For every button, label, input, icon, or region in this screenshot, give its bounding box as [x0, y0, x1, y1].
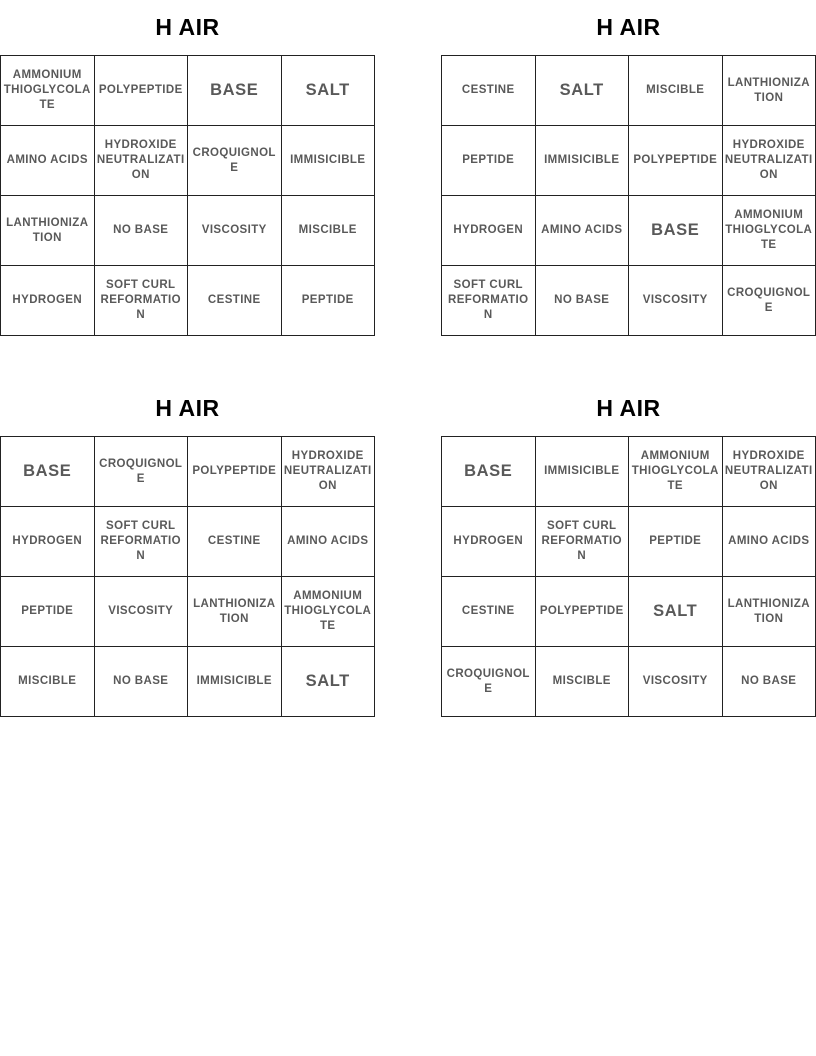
bingo-cell: AMINO ACIDS	[282, 507, 376, 577]
bingo-card-4	[441, 394, 816, 695]
bingo-cell: AMMONIUM THIOGLYCOLATE	[629, 437, 723, 507]
bingo-cell: HYDROGEN	[1, 507, 95, 577]
bingo-cell: HYDROXIDE NEUTRALIZATION	[723, 437, 816, 507]
bingo-cell: POLYPEPTIDE	[95, 56, 189, 126]
card-title: H AIR	[596, 395, 661, 421]
bingo-card-1	[0, 13, 375, 321]
bingo-cell: HYDROXIDE NEUTRALIZATION	[95, 126, 189, 196]
bingo-cell: SOFT CURL REFORMATION	[95, 266, 189, 336]
card-title: H AIR	[596, 14, 661, 40]
bingo-cell: SALT	[282, 647, 376, 717]
bingo-cell: CROQUIGNOLE	[442, 647, 536, 717]
bingo-cell: CROQUIGNOLE	[188, 126, 282, 196]
bingo-cell: PEPTIDE	[1, 577, 95, 647]
bingo-cell: POLYPEPTIDE	[629, 126, 723, 196]
bingo-grid	[441, 55, 816, 336]
bingo-cell: SOFT CURL REFORMATION	[442, 266, 536, 336]
bingo-cell: AMINO ACIDS	[723, 507, 816, 577]
bingo-cell: PEPTIDE	[442, 126, 536, 196]
bingo-cell: CROQUIGNOLE	[723, 266, 816, 336]
bingo-grid	[0, 436, 375, 717]
bingo-cell: PEPTIDE	[629, 507, 723, 577]
bingo-cell: SALT	[629, 577, 723, 647]
bingo-cell: NO BASE	[723, 647, 816, 717]
bingo-cell: CROQUIGNOLE	[95, 437, 189, 507]
bingo-cell: SALT	[536, 56, 630, 126]
bingo-cell: BASE	[442, 437, 536, 507]
bingo-cell: PEPTIDE	[282, 266, 376, 336]
bingo-cell: AMMONIUM THIOGLYCOLATE	[1, 56, 95, 126]
bingo-cell: VISCOSITY	[188, 196, 282, 266]
bingo-cell: AMINO ACIDS	[536, 196, 630, 266]
bingo-cell: HYDROXIDE NEUTRALIZATION	[723, 126, 816, 196]
bingo-cell: HYDROGEN	[442, 507, 536, 577]
bingo-cell: LANTHIONIZATION	[188, 577, 282, 647]
card-title: H AIR	[155, 14, 220, 40]
bingo-cell: LANTHIONIZATION	[723, 56, 816, 126]
bingo-cell: SOFT CURL REFORMATION	[95, 507, 189, 577]
bingo-cell: AMINO ACIDS	[1, 126, 95, 196]
bingo-card-2	[441, 13, 816, 321]
bingo-cell: AMMONIUM THIOGLYCOLATE	[282, 577, 376, 647]
bingo-cell: SALT	[282, 56, 376, 126]
bingo-cell: MISCIBLE	[1, 647, 95, 717]
bingo-grid	[0, 55, 375, 336]
bingo-cell: IMMISICIBLE	[536, 126, 630, 196]
bingo-grid	[441, 436, 816, 717]
bingo-cell: IMMISICIBLE	[188, 647, 282, 717]
bingo-cell: BASE	[1, 437, 95, 507]
bingo-cell: POLYPEPTIDE	[536, 577, 630, 647]
bingo-cell: AMMONIUM THIOGLYCOLATE	[723, 196, 816, 266]
bingo-cell: MISCIBLE	[282, 196, 376, 266]
bingo-cell: MISCIBLE	[629, 56, 723, 126]
bingo-cell: MISCIBLE	[536, 647, 630, 717]
bingo-cell: CESTINE	[442, 577, 536, 647]
bingo-cell: CESTINE	[442, 56, 536, 126]
bingo-cell: IMMISICIBLE	[536, 437, 630, 507]
bingo-cell: LANTHIONIZATION	[723, 577, 816, 647]
bingo-cell: LANTHIONIZATION	[1, 196, 95, 266]
bingo-cell: VISCOSITY	[629, 647, 723, 717]
bingo-cell: POLYPEPTIDE	[188, 437, 282, 507]
bingo-cell: CESTINE	[188, 507, 282, 577]
bingo-cell: HYDROGEN	[442, 196, 536, 266]
bingo-cell: BASE	[188, 56, 282, 126]
bingo-cell: NO BASE	[95, 647, 189, 717]
bingo-cell: VISCOSITY	[95, 577, 189, 647]
bingo-card-3	[0, 394, 375, 690]
bingo-cell: VISCOSITY	[629, 266, 723, 336]
bingo-cell: HYDROGEN	[1, 266, 95, 336]
bingo-cell: SOFT CURL REFORMATION	[536, 507, 630, 577]
bingo-cell: IMMISICIBLE	[282, 126, 376, 196]
bingo-cell: NO BASE	[95, 196, 189, 266]
card-title: H AIR	[155, 395, 220, 421]
bingo-cell: CESTINE	[188, 266, 282, 336]
bingo-cell: BASE	[629, 196, 723, 266]
bingo-cell: HYDROXIDE NEUTRALIZATION	[282, 437, 376, 507]
bingo-cell: NO BASE	[536, 266, 630, 336]
